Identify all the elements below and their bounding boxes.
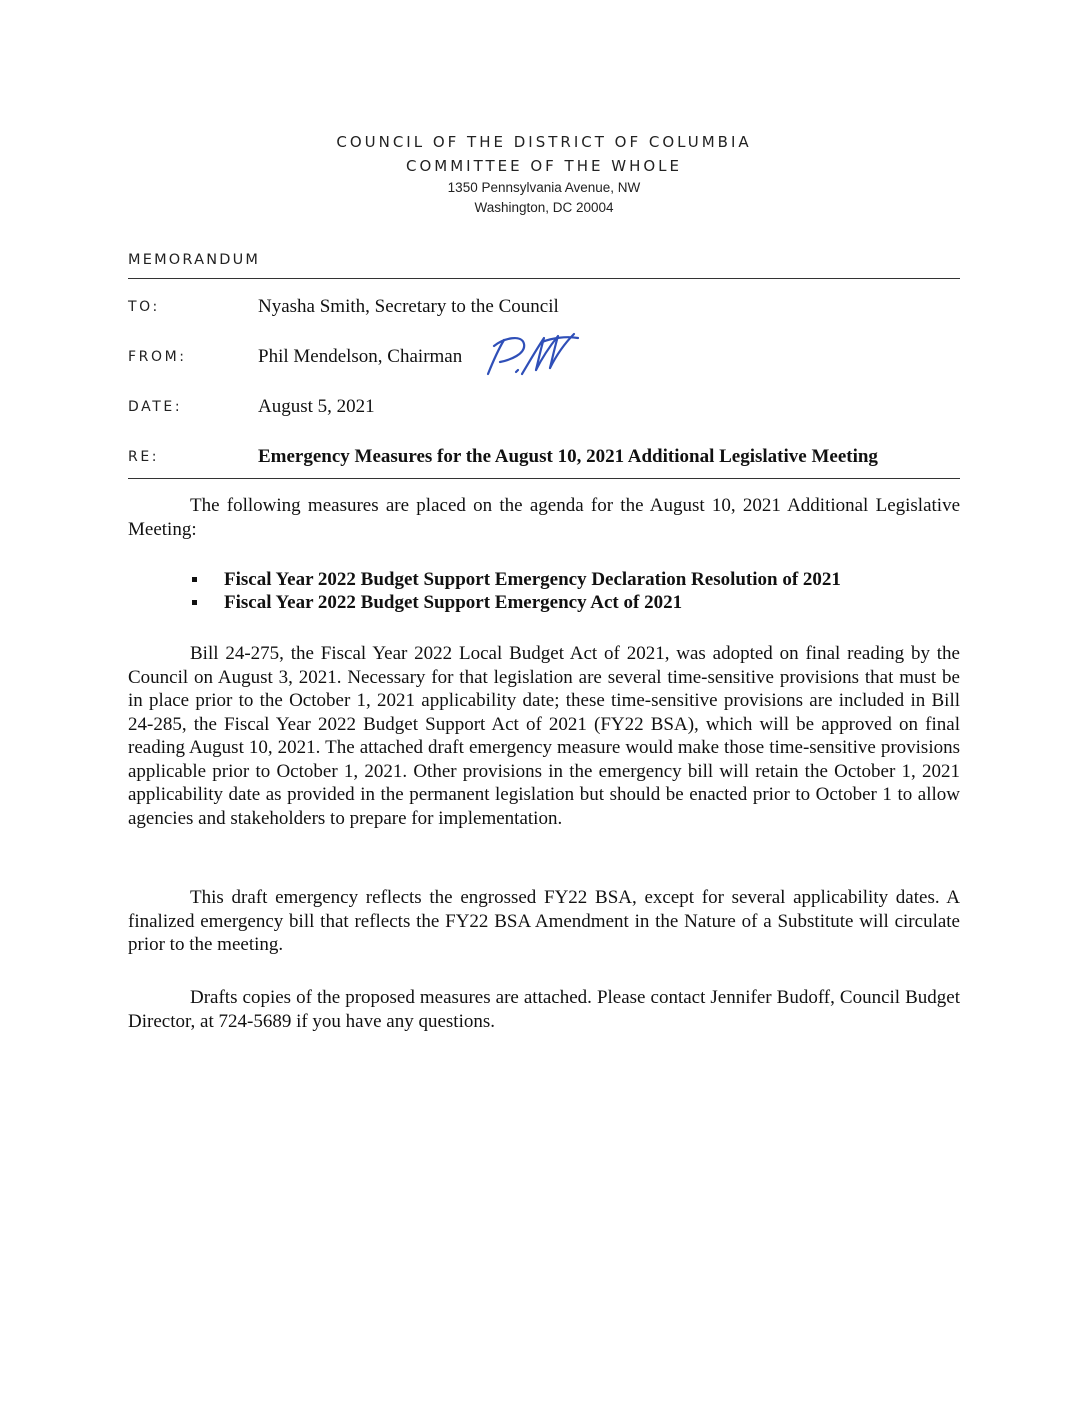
letterhead bbox=[0, 130, 1088, 218]
measures-list bbox=[192, 568, 841, 614]
bullet-icon bbox=[192, 577, 197, 582]
re-value: Emergency Measures for the August 10, 2021 Additional Legislative Meeting bbox=[258, 446, 878, 467]
letterhead-committee: COMMITTEE OF THE WHOLE bbox=[405, 157, 682, 175]
measure-title: Fiscal Year 2022 Budget Support Emergency Act of 2021 bbox=[224, 592, 683, 613]
bullet-icon bbox=[192, 600, 197, 605]
divider-bottom bbox=[128, 478, 960, 479]
letterhead-address-line1: 1350 Pennsylvania Avenue, NW bbox=[447, 180, 641, 195]
letterhead-org: COUNCIL OF THE DISTRICT OF COLUMBIA bbox=[336, 133, 752, 151]
background-paragraph: Bill 24-275, the Fiscal Year 2022 Local Budget Act of 2021, was adopted on final reading by the Council on August 3, 2021. Necessary for that legislation are several time-sensitive provisions that must be in place prior to the October 1, 2021 applicability date; these time-sensitive provisions are included in Bill 24-285, the Fiscal Year 2022 Budget Support Act of 2021 (FY22 BSA), which will be approved on final reading August 10, 2021. The attached draft emergency measure would make those time-sensitive provisions applicable prior to October 1, 2021. Other provisions in the emergency bill will retain the October 1, 2021 applicability date as provided in the permanent legislation but should be enacted prior to October 1 to allow agencies and stakeholders to prepare for implementation. bbox=[128, 643, 960, 829]
letterhead-address-line2: Washington, DC 20004 bbox=[474, 200, 614, 215]
re-label: RE: bbox=[128, 449, 160, 465]
re-row bbox=[128, 446, 960, 472]
date-value: August 5, 2021 bbox=[258, 396, 375, 417]
to-row bbox=[128, 296, 960, 322]
from-label: FROM: bbox=[128, 349, 187, 365]
measure-title: Fiscal Year 2022 Budget Support Emergency Declaration Resolution of 2021 bbox=[224, 569, 841, 590]
intro-paragraph: The following measures are placed on the agenda for the August 10, 2021 Additional Legislative Meeting: bbox=[128, 495, 960, 540]
measure-item bbox=[192, 568, 841, 591]
date-label: DATE: bbox=[128, 399, 183, 415]
signature-icon bbox=[482, 330, 582, 380]
divider-top bbox=[128, 278, 960, 279]
to-value: Nyasha Smith, Secretary to the Council bbox=[258, 296, 559, 317]
to-label: TO: bbox=[128, 299, 160, 315]
measure-item bbox=[192, 591, 841, 614]
memo-label: MEMORANDUM bbox=[128, 252, 261, 268]
date-row bbox=[128, 396, 960, 422]
draft-paragraph: This draft emergency reflects the engrossed FY22 BSA, except for several applicability dates. A finalized emergency bill that reflects the FY22 BSA Amendment in the Nature of a Substitute will circulate prior to the meeting. bbox=[128, 887, 960, 955]
contact-paragraph: Drafts copies of the proposed measures are attached. Please contact Jennifer Budoff, Council Budget Director, at 724-5689 if you have any questions. bbox=[128, 987, 960, 1032]
from-value: Phil Mendelson, Chairman bbox=[258, 346, 463, 367]
